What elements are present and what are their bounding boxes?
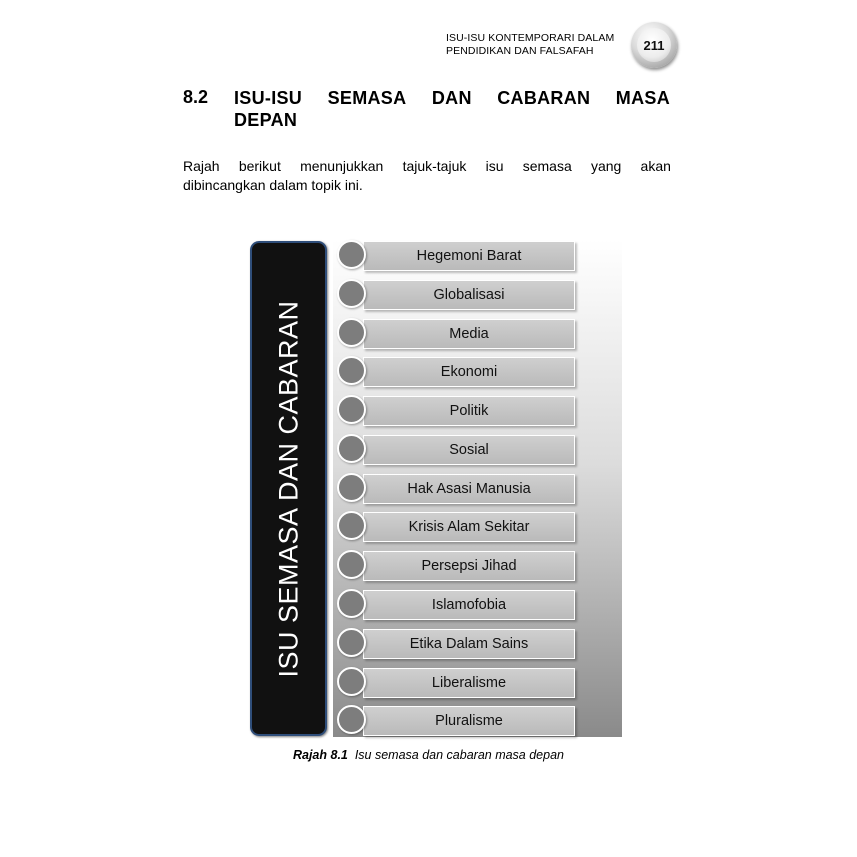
section-title-word: ISU-ISU xyxy=(234,88,303,108)
section-number: 8.2 xyxy=(183,87,209,107)
intro-word: isu xyxy=(485,158,504,174)
list-item xyxy=(337,703,577,739)
list-item xyxy=(337,587,577,623)
bullet-circle-icon xyxy=(337,550,366,579)
bullet-circle-icon xyxy=(337,473,366,502)
intro-line-1 xyxy=(183,157,671,176)
list-item-label: Islamofobia xyxy=(363,590,575,620)
list-item xyxy=(337,509,577,545)
intro-word: yang xyxy=(590,158,622,174)
list-item-label: Persepsi Jihad xyxy=(363,551,575,581)
list-item xyxy=(337,665,577,701)
bullet-circle-icon xyxy=(337,279,366,308)
section-title-word: DAN xyxy=(431,88,472,108)
page-number-badge xyxy=(631,22,677,68)
list-item-label: Etika Dalam Sains xyxy=(363,629,575,659)
list-item xyxy=(337,316,577,352)
list-item-label: Media xyxy=(363,319,575,349)
bullet-circle-icon xyxy=(337,318,366,347)
list-item xyxy=(337,626,577,662)
bullet-circle-icon xyxy=(337,240,366,269)
bullet-circle-icon xyxy=(337,395,366,424)
section-title-line-2: DEPAN xyxy=(234,110,298,130)
list-item xyxy=(337,393,577,429)
intro-word: berikut xyxy=(238,158,281,174)
section-title-word: MASA xyxy=(615,88,670,108)
intro-word: akan xyxy=(640,158,671,174)
bullet-circle-icon xyxy=(337,434,366,463)
bullet-circle-icon xyxy=(337,667,366,696)
page-number: 211 xyxy=(637,28,671,62)
intro-word: semasa xyxy=(522,158,572,174)
section-title xyxy=(234,87,670,131)
running-header xyxy=(446,32,614,58)
bullet-circle-icon xyxy=(337,705,366,734)
intro-paragraph xyxy=(183,157,671,195)
intro-word: tajuk-tajuk xyxy=(402,158,467,174)
list-item xyxy=(337,432,577,468)
figure-caption-label: Rajah 8.1 xyxy=(292,748,348,762)
intro-word: Rajah xyxy=(183,158,220,174)
section-title-line-1 xyxy=(234,87,670,109)
list-item xyxy=(337,548,577,584)
figure-side-label: ISU SEMASA DAN CABARAN xyxy=(273,299,303,678)
list-item-label: Politik xyxy=(363,396,575,426)
list-item xyxy=(337,354,577,390)
section-title-word: SEMASA xyxy=(327,88,407,108)
list-item-label: Sosial xyxy=(363,435,575,465)
figure-caption-text: Isu semasa dan cabaran masa depan xyxy=(354,748,564,762)
running-header-line-1: ISU-ISU KONTEMPORARI DALAM xyxy=(446,32,615,44)
list-item xyxy=(337,471,577,507)
bullet-circle-icon xyxy=(337,628,366,657)
intro-word: menunjukkan xyxy=(300,158,384,174)
running-header-line-2: PENDIDIKAN DAN FALSAFAH xyxy=(446,45,594,57)
figure-caption xyxy=(0,748,857,762)
list-item-label: Liberalisme xyxy=(363,668,575,698)
list-item xyxy=(337,277,577,313)
list-item-label: Hak Asasi Manusia xyxy=(363,474,575,504)
bullet-circle-icon xyxy=(337,511,366,540)
list-item-label: Pluralisme xyxy=(363,706,575,736)
list-item-label: Globalisasi xyxy=(363,280,575,310)
bullet-circle-icon xyxy=(337,356,366,385)
list-item-label: Hegemoni Barat xyxy=(363,241,575,271)
list-item xyxy=(337,238,577,274)
figure-side-panel xyxy=(250,241,327,736)
section-title-word: CABARAN xyxy=(497,88,591,108)
list-item-label: Krisis Alam Sekitar xyxy=(363,512,575,542)
list-item-label: Ekonomi xyxy=(363,357,575,387)
intro-line-2: dibincangkan dalam topik ini. xyxy=(183,177,363,193)
bullet-circle-icon xyxy=(337,589,366,618)
